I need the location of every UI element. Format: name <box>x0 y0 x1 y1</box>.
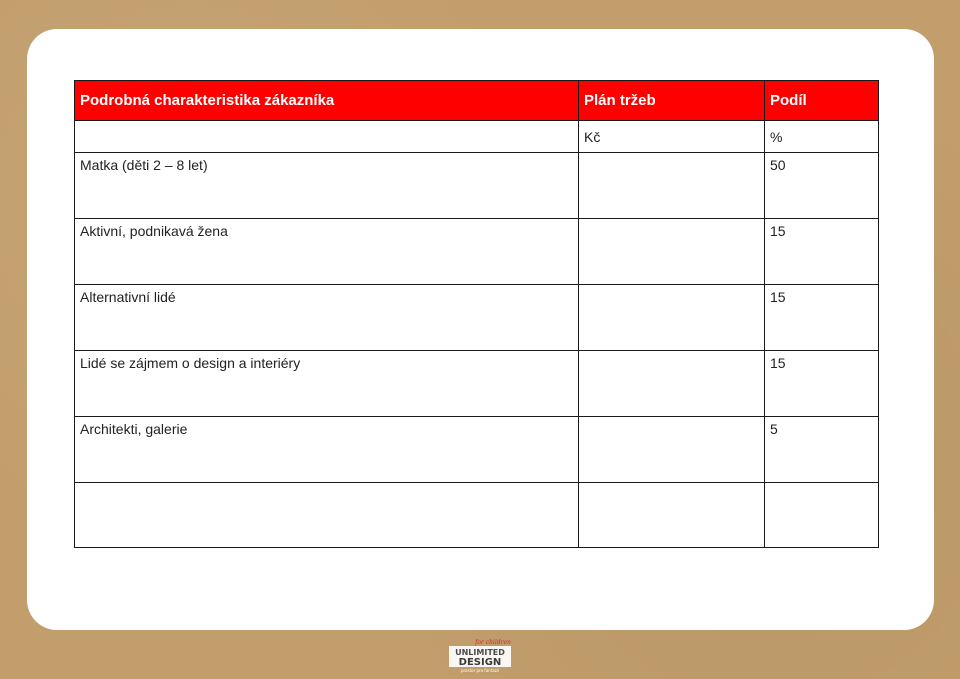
plan-cell <box>579 483 765 548</box>
plan-cell <box>579 417 765 483</box>
customer-sales-table <box>74 80 879 548</box>
table-row <box>75 483 879 548</box>
table-row <box>75 285 879 351</box>
page-card <box>27 29 934 630</box>
share-cell: 15 <box>765 219 879 285</box>
segment-cell: Matka (děti 2 – 8 let) <box>75 153 579 219</box>
plan-cell <box>579 219 765 285</box>
table-row <box>75 219 879 285</box>
unlimited-design-logo <box>447 638 513 674</box>
header-share: Podíl <box>765 81 879 121</box>
segment-cell: Architekti, galerie <box>75 417 579 483</box>
table-row <box>75 351 879 417</box>
plan-cell <box>579 153 765 219</box>
header-sales-plan: Plán tržeb <box>579 81 765 121</box>
table-units-row <box>75 121 879 153</box>
segment-cell <box>75 483 579 548</box>
plan-cell <box>579 351 765 417</box>
units-cell-empty <box>75 121 579 153</box>
segment-cell: Lidé se zájmem o design a interiéry <box>75 351 579 417</box>
logo-tagline-text: prostor pro fantazii <box>460 668 500 673</box>
logo-script-text: for children <box>475 639 511 646</box>
logo-line1-text: UNLIMITED <box>455 648 505 657</box>
segment-cell: Aktivní, podnikavá žena <box>75 219 579 285</box>
units-currency: Kč <box>579 121 765 153</box>
share-cell: 50 <box>765 153 879 219</box>
units-percent: % <box>765 121 879 153</box>
segment-cell: Alternativní lidé <box>75 285 579 351</box>
table-header-row <box>75 81 879 121</box>
table-row <box>75 417 879 483</box>
share-cell <box>765 483 879 548</box>
share-cell: 15 <box>765 285 879 351</box>
share-cell: 5 <box>765 417 879 483</box>
plan-cell <box>579 285 765 351</box>
header-customer-characteristics: Podrobná charakteristika zákazníka <box>75 81 579 121</box>
share-cell: 15 <box>765 351 879 417</box>
table-row <box>75 153 879 219</box>
logo-line2-text: DESIGN <box>458 657 502 668</box>
